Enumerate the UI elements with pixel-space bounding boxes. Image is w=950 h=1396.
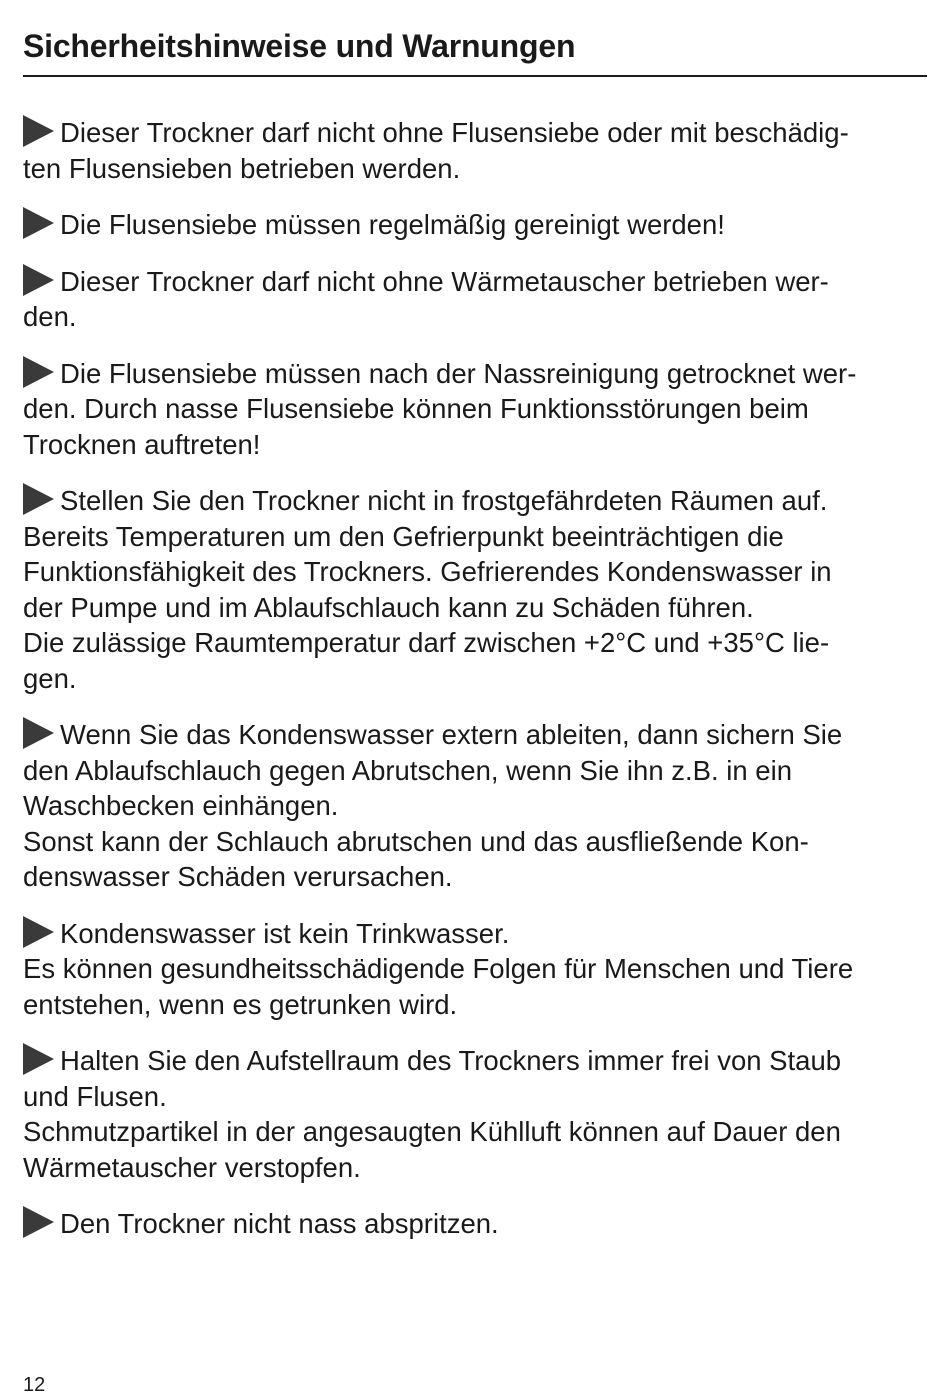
warning-item (23, 916, 923, 1023)
warning-line: der Pumpe und im Ablaufschlauch kann zu Schäden führen. (23, 591, 754, 623)
warning-arrow-icon (23, 1043, 54, 1075)
warning-line (23, 1206, 923, 1242)
warning-line: Bereits Temperaturen um den Gefrierpunkt beeinträchtigen die (23, 520, 784, 552)
warnings-list (23, 115, 923, 1263)
warning-item (23, 1206, 923, 1242)
page-number: 12 (23, 1374, 46, 1396)
warning-item (23, 717, 923, 895)
warning-line: denswasser Schäden verursachen. (23, 861, 453, 892)
warning-line: Waschbecken einhängen. (23, 790, 339, 821)
warning-line (23, 916, 923, 952)
warning-arrow-icon (23, 356, 54, 388)
warning-line: den Ablaufschlauch gegen Abrutschen, wenn Sie ihn z.B. in ein (23, 754, 793, 786)
warning-line: Es können gesundheitsschädigende Folgen für Menschen und Tiere (23, 953, 854, 984)
warning-arrow-icon (23, 264, 54, 296)
warning-text: Die Flusensiebe müssen regelmäßig gereinigt werden! (60, 209, 725, 240)
warning-text: Stellen Sie den Trockner nicht in frostgefährdeten Räumen auf. (60, 485, 828, 516)
warning-line: und Flusen. (23, 1080, 167, 1112)
warning-arrow-icon (23, 717, 54, 749)
warning-line (23, 717, 923, 753)
page-title: Sicherheitshinweise und Warnungen (23, 28, 576, 64)
warning-line: Wärmetauscher verstopfen. (23, 1151, 361, 1183)
warning-line (23, 1043, 923, 1079)
warning-line (23, 115, 923, 151)
warning-text: Dieser Trockner darf nicht ohne Wärmetauscher betrieben wer- (60, 265, 829, 297)
warning-line: gen. (23, 662, 77, 694)
warning-text: Halten Sie den Aufstellraum des Trockners immer frei von Staub (60, 1045, 842, 1076)
title-divider (23, 75, 927, 77)
warning-item (23, 1043, 923, 1185)
warning-text: Dieser Trockner darf nicht ohne Flusensiebe oder mit beschädig- (60, 117, 849, 148)
warning-item (23, 483, 923, 696)
warning-line: den. Durch nasse Flusensiebe können Funktionsstörungen beim (23, 393, 809, 424)
warning-line (23, 356, 923, 392)
warning-line: Funktionsfähigkeit des Trockners. Gefrierendes Kondenswasser in (23, 556, 832, 587)
warning-text: Wenn Sie das Kondenswasser extern ableiten, dann sichern Sie (60, 719, 843, 750)
warning-item (23, 356, 923, 463)
warning-line: den. (23, 301, 77, 332)
warning-text: Den Trockner nicht nass abspritzen. (60, 1208, 499, 1239)
warning-arrow-icon (23, 916, 54, 948)
warning-line: Die zulässige Raumtemperatur darf zwischen +2°C und +35°C lie- (23, 627, 830, 658)
warning-line: ten Flusensieben betrieben werden. (23, 152, 461, 184)
warning-line (23, 264, 923, 300)
warning-item (23, 264, 923, 335)
warning-line (23, 483, 923, 519)
warning-line: entstehen, wenn es getrunken wird. (23, 988, 458, 1020)
warning-item (23, 207, 923, 243)
warning-line: Schmutzpartikel in der angesaugten Kühlluft können auf Dauer den (23, 1116, 841, 1147)
warning-text: Die Flusensiebe müssen nach der Nassreinigung getrocknet wer- (60, 357, 857, 389)
warning-line: Sonst kann der Schlauch abrutschen und das ausfließende Kon- (23, 825, 809, 857)
warning-arrow-icon (23, 1206, 54, 1238)
warning-arrow-icon (23, 483, 54, 515)
warning-item (23, 115, 923, 186)
warning-line: Trocknen auftreten! (23, 428, 261, 460)
warning-arrow-icon (23, 115, 54, 147)
warning-line (23, 207, 923, 243)
warning-text: Kondenswasser ist kein Trinkwasser. (60, 917, 510, 949)
warning-arrow-icon (23, 207, 54, 239)
